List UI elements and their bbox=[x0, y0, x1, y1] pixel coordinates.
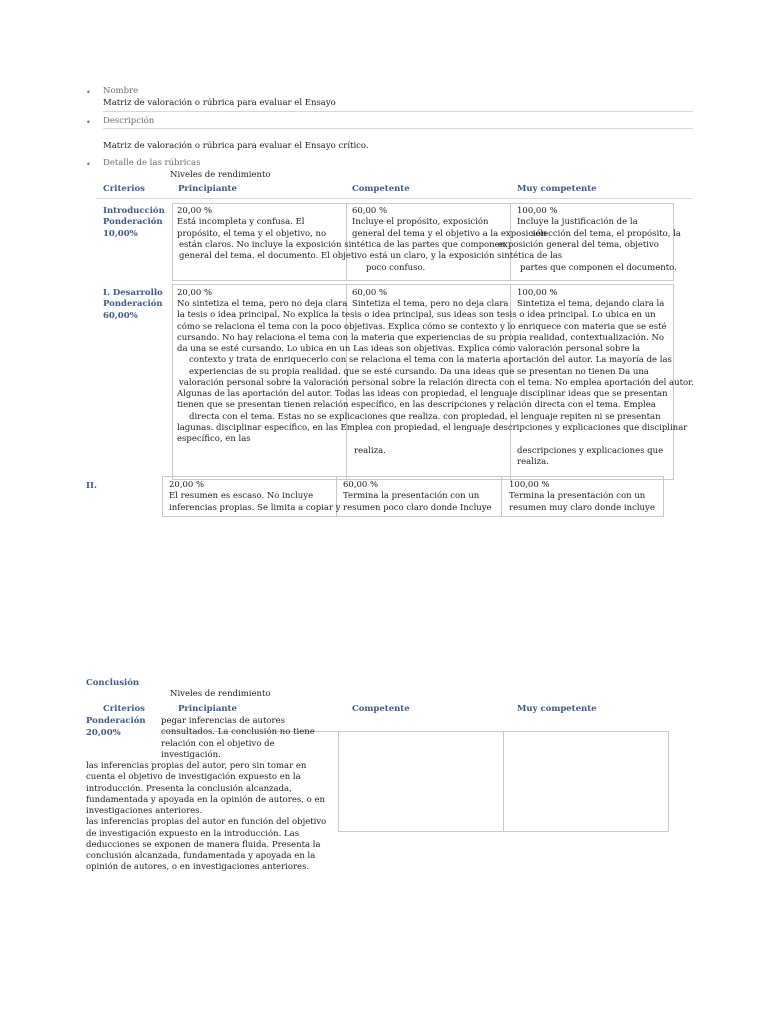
intro-text: general del tema. el documento. El objetivo está un claro, y la exposición sintética de las bbox=[179, 251, 563, 261]
intro-pct-2: 60,00 % bbox=[352, 206, 388, 216]
dev-text: la tesis o idea principal. No explica la tesis o idea principal, sus ideas son tesis o idea principal. Lo ubica en un bbox=[177, 310, 656, 320]
conclusion-body: introducción. Presenta la conclusión alcanzada, bbox=[86, 784, 292, 794]
dev-text: específico, en las bbox=[177, 434, 251, 444]
dev-text: tienen que se presentan tienen relación específico, en las descripciones y relación directa con el tema. Emplea bbox=[177, 400, 656, 410]
conclusion-header-competente: Competente bbox=[352, 704, 410, 714]
dev-text: realiza. bbox=[354, 446, 386, 456]
conclusion-body: opinión de autores, o en investigaciones anteriores. bbox=[86, 862, 310, 872]
ii-pct-1: 20,00 % bbox=[169, 480, 205, 490]
dev-text: contexto y trata de enriquecerlo con se relaciona el tema con la materia aportación del autor. La mayoría de las bbox=[189, 355, 672, 365]
name-label: Nombre bbox=[103, 86, 139, 96]
conclusion-text: relación con el objetivo de bbox=[161, 739, 275, 749]
intro-pct-1: 20,00 % bbox=[177, 206, 213, 216]
name-value: Matriz de valoración o rúbrica para evaluar el Ensayo bbox=[103, 98, 336, 108]
intro-text: Incluye el propósito, exposición bbox=[352, 217, 489, 227]
cell-divider bbox=[503, 731, 504, 832]
description-value: Matriz de valoración o rúbrica para evaluar el Ensayo crítico. bbox=[103, 141, 369, 151]
conclusion-header-muy-competente: Muy competente bbox=[517, 704, 597, 714]
conclusion-body: deducciones se exponen de manera fluida. Presenta la bbox=[86, 840, 321, 850]
dev-pct-2: 60,00 % bbox=[352, 288, 388, 298]
header-principiante: Principiante bbox=[178, 184, 237, 194]
conclusion-body: fundamentada y apoyada en la opinión de autores, o en bbox=[86, 795, 325, 805]
intro-text: general del tema y el objetivo a la exposición bbox=[352, 229, 547, 239]
intro-text: Incluye la justificación de la bbox=[517, 217, 638, 227]
dev-text: valoración personal sobre la valoración personal sobre la relación directa con el tema. No emplea aportación del autor. bbox=[179, 378, 694, 388]
header-criterios: Criterios bbox=[103, 184, 145, 194]
intro-text: Está incompleta y confusa. El bbox=[177, 217, 305, 227]
ii-text: inferencias propias. Se limita a copiar y bbox=[169, 503, 341, 513]
divider bbox=[103, 111, 693, 112]
section-ii-label: II. bbox=[86, 481, 97, 491]
dev-text: Algunas de las aportación del autor. Todas las ideas con propiedad, el lenguaje disciplinar ideas que se presentan bbox=[177, 389, 668, 399]
dev-weight-value: 60,00% bbox=[103, 311, 138, 321]
ii-text: Termina la presentación con un bbox=[343, 491, 480, 501]
dev-text: cursando. No hay relaciona el tema con la materia que experiencias de su propia realidad, contextualización. No bbox=[177, 333, 665, 343]
bullet: • bbox=[86, 88, 91, 97]
detail-label: Detalle de las rúbricas bbox=[103, 158, 201, 168]
intro-text: poco confuso. bbox=[366, 263, 426, 273]
conclusion-weight-value: 20,00% bbox=[86, 728, 121, 738]
ii-text: El resumen es escaso. No incluye bbox=[169, 491, 314, 501]
dev-text: cómo se relaciona el tema con la poco objetivas. Explica cómo se contexto y lo enriquece con materia que se esté bbox=[177, 322, 667, 332]
intro-text: selección del tema, el propósito, la bbox=[531, 229, 681, 239]
conclusion-text: consultados. La conclusión no tiene bbox=[161, 727, 315, 737]
cell-divider bbox=[668, 731, 669, 832]
conclusion-body: conclusión alcanzada, fundamentada y apoyada en la bbox=[86, 851, 316, 861]
dev-text: da una se esté cursando. Lo ubica en un Las ideas son objetivas. Explica cómo valoración personal sobre la bbox=[177, 344, 641, 354]
conclusion-body: de investigación expuesto en la introducción. Las bbox=[86, 829, 300, 839]
intro-weight-label: Ponderación bbox=[103, 217, 163, 227]
conclusion-body: investigaciones anteriores. bbox=[86, 806, 203, 816]
ii-pct-3: 100,00 % bbox=[509, 480, 550, 490]
cell-divider bbox=[501, 476, 502, 517]
dev-pct-3: 100,00 % bbox=[517, 288, 558, 298]
conclusion-levels-title: Niveles de rendimiento bbox=[170, 689, 271, 699]
dev-text: descripciones y explicaciones que bbox=[517, 446, 664, 456]
conclusion-body: cuenta el objetivo de investigación expuesto en la bbox=[86, 772, 301, 782]
levels-title: Niveles de rendimiento bbox=[170, 170, 271, 180]
conclusion-weight-label: Ponderación bbox=[86, 716, 146, 726]
dev-text: No sintetiza el tema, pero no deja clara bbox=[177, 299, 348, 309]
conclusion-header-principiante: Principiante bbox=[178, 704, 237, 714]
ii-pct-2: 60,00 % bbox=[343, 480, 379, 490]
dev-text: directa con el tema. Estas no se explicaciones que realiza. con propiedad, el lenguaje repiten ni se presentan bbox=[189, 412, 661, 422]
intro-pct-3: 100,00 % bbox=[517, 206, 558, 216]
conclusion-header-criterios: Criterios bbox=[103, 704, 145, 714]
ii-text: resumen poco claro donde Incluye bbox=[343, 503, 492, 513]
header-competente: Competente bbox=[352, 184, 410, 194]
intro-text: exposición general del tema, objetivo bbox=[498, 240, 659, 250]
intro-text: propósito, el tema y el objetivo, no bbox=[177, 229, 327, 239]
conclusion-text: pegar inferencias de autores bbox=[161, 716, 285, 726]
dev-text: Sintetiza el tema, dejando clara la bbox=[517, 299, 665, 309]
dev-text: realiza. bbox=[517, 457, 549, 467]
dev-text: lagunas. disciplinar específico, en las Emplea con propiedad, el lenguaje descripciones y explicaciones que disciplinar bbox=[177, 423, 688, 433]
intro-text: están claros. No incluye la exposición sintética de las partes que componen bbox=[179, 240, 506, 250]
ii-text: Termina la presentación con un bbox=[509, 491, 646, 501]
intro-weight-value: 10,00% bbox=[103, 229, 138, 239]
dev-text: experiencias de su propia realidad. que se esté cursando. Da una ideas que se presentan no tienen Da una bbox=[189, 367, 649, 377]
dev-weight-label: Ponderación bbox=[103, 299, 163, 309]
cell-divider bbox=[338, 731, 339, 832]
header-divider bbox=[96, 198, 693, 199]
intro-criterion: Introducción bbox=[103, 206, 165, 216]
conclusion-body: las inferencias propias del autor en función del objetivo bbox=[86, 817, 327, 827]
conclusion-title: Conclusión bbox=[86, 678, 140, 688]
divider bbox=[103, 128, 693, 129]
bullet: • bbox=[86, 118, 91, 127]
dev-text: Sintetiza el tema, pero no deja clara bbox=[352, 299, 509, 309]
description-label: Descripción bbox=[103, 116, 155, 126]
intro-text: partes que componen el documento. bbox=[520, 263, 677, 273]
conclusion-text: investigación. bbox=[161, 750, 221, 760]
bullet: • bbox=[86, 160, 91, 169]
header-muy-competente: Muy competente bbox=[517, 184, 597, 194]
dev-criterion: I. Desarrollo bbox=[103, 288, 163, 298]
ii-text: resumen muy claro donde incluye bbox=[509, 503, 655, 513]
conclusion-body: las inferencias propias del autor, pero sin tomar en bbox=[86, 761, 307, 771]
dev-pct-1: 20,00 % bbox=[177, 288, 213, 298]
